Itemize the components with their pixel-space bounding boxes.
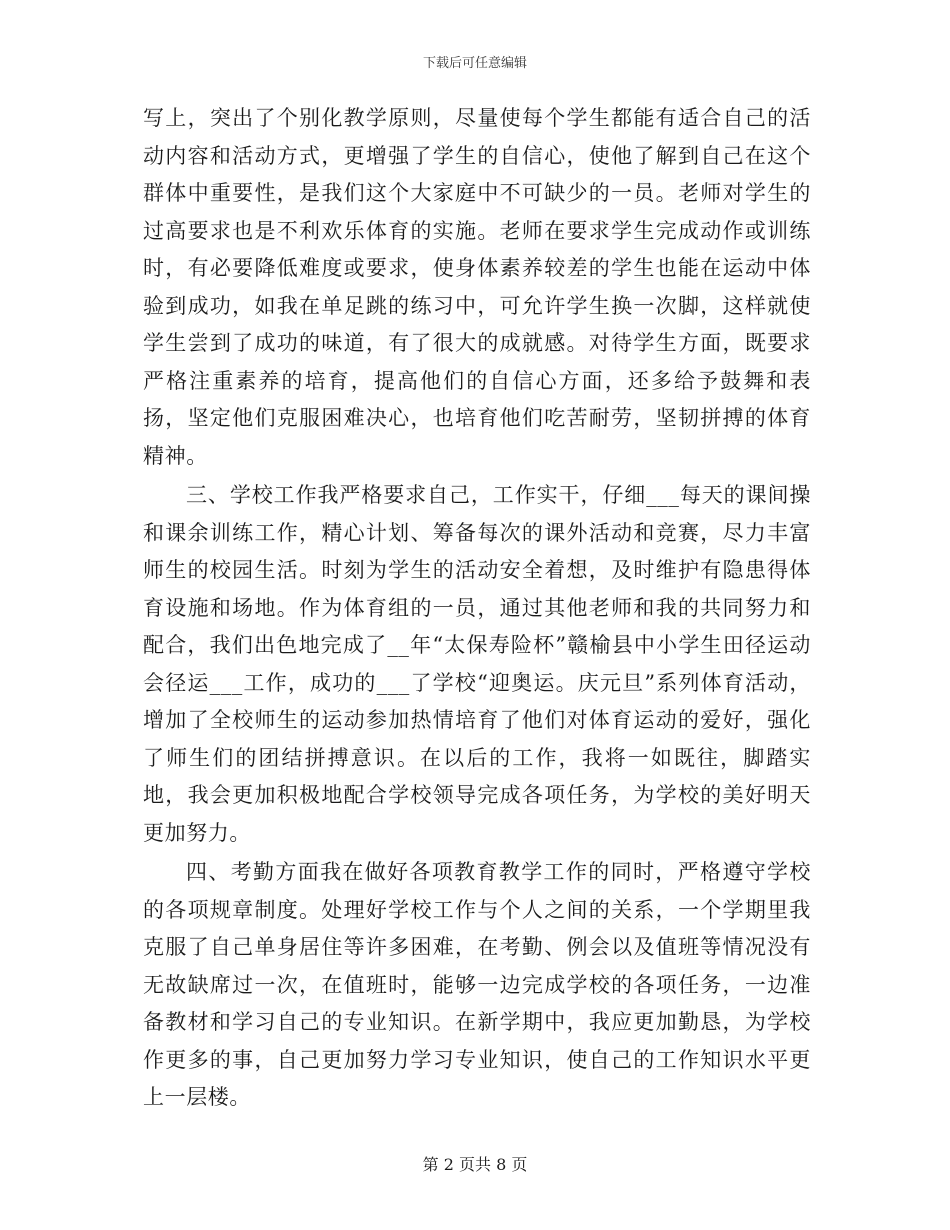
paragraph-school-work: 三、学校工作我严格要求自己，工作实干，仔细___每天的课间操和课余训练工作，精心计划、筹备每次的课外活动和竞赛，尽力丰富师生的校园生活。时刻为学生的活动安全着想，及时维护有隐患得体育设施和场地。作为体育组的一员，通过其他老师和我的共同努力和配合，我们出色地完成了__年“太保寿险杯”赣榆县中小学生田径运动会径运___工作，成功的___了学校“迎奥运。庆元旦”系列体育活动，增加了全校师生的运动参加热情培育了他们对体育运动的爱好，强化了师生们的团结拼搏意识。在以后的工作，我将一如既往，脚踏实地，我会更加积极地配合学校领导完成各项任务，为学校的美好明天更加努力。 <box>143 483 811 845</box>
paragraph-continuation: 写上，突出了个别化教学原则，尽量使每个学生都能有适合自己的活动内容和活动方式，更增强了学生的自信心，使他了解到自己在这个群体中重要性，是我们这个大家庭中不可缺少的一员。老师对学生的过高要求也是不利欢乐体育的实施。老师在要求学生完成动作或训练时，有必要降低难度或要求，使身体素养较差的学生也能在运动中体验到成功，如我在单足跳的练习中，可允许学生换一次脚，这样就使学生尝到了成功的味道，有了很大的成就感。对待学生方面，既要求严格注重素养的培育，提高他们的自信心方面，还多给予鼓舞和表扬，坚定他们克服困难决心，也培育他们吃苦耐劳，坚韧拼搏的体育精神。 <box>143 106 811 468</box>
paragraph-attendance: 四、考勤方面我在做好各项教育教学工作的同时，严格遵守学校的各项规章制度。处理好学校工作与个人之间的关系，一个学期里我克服了自己单身居住等许多困难，在考勤、例会以及值班等情况没有无故缺席过一次，在值班时，能够一边完成学校的各项任务，一边准备教材和学习自己的专业知识。在新学期中，我应更加勤恳，为学校作更多的事，自己更加努力学习专业知识，使自己的工作知识水平更上一层楼。 <box>143 860 811 1109</box>
document-body <box>143 100 811 1117</box>
page-number-footer: 第 2 页共 8 页 <box>422 1155 528 1174</box>
page-header: 下载后可任意编辑 <box>422 56 527 71</box>
